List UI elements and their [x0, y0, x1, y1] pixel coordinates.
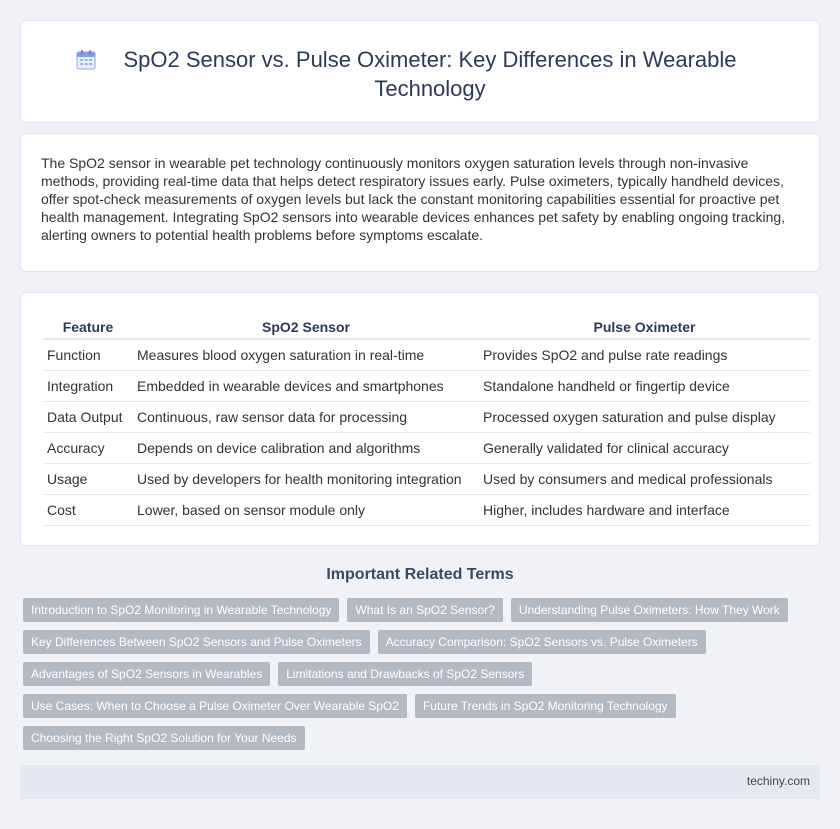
- title-wrap: [21, 45, 819, 103]
- intro-paragraph: The SpO2 sensor in wearable pet technology continuously monitors oxygen saturation levels through non-invasive methods, providing real-time data that helps detect respiratory issues early. Pulse oximeters, typically handheld devices, offer spot-check measurements of oxygen levels but lack the constant monitoring capabilities essential for proactive pet health management. Integrating SpO2 sensors into wearable devices enhances pet safety by enabling ongoing tracking, alerting owners to potential health problems before symptoms escalate.: [41, 155, 786, 243]
- related-term-link[interactable]: Advantages of SpO2 Sensors in Wearables: [23, 662, 270, 686]
- table-cell: Processed oxygen saturation and pulse display: [479, 401, 810, 432]
- table-header-row: [43, 315, 810, 339]
- related-term-link[interactable]: What Is an SpO2 Sensor?: [347, 598, 502, 622]
- related-term-link[interactable]: Accuracy Comparison: SpO2 Sensors vs. Pulse Oximeters: [378, 630, 706, 654]
- table-cell: Provides SpO2 and pulse rate readings: [479, 339, 810, 370]
- related-terms-list: [23, 598, 813, 750]
- table-cell: Cost: [43, 494, 133, 525]
- related-term-link[interactable]: Limitations and Drawbacks of SpO2 Sensors: [278, 662, 532, 686]
- column-header-pulse-oximeter: Pulse Oximeter: [479, 315, 810, 339]
- related-term-link[interactable]: Key Differences Between SpO2 Sensors and Pulse Oximeters: [23, 630, 370, 654]
- table-cell: Continuous, raw sensor data for processing: [133, 401, 479, 432]
- table-cell: Lower, based on sensor module only: [133, 494, 479, 525]
- related-term-link[interactable]: Future Trends in SpO2 Monitoring Technology: [415, 694, 676, 718]
- title-card: [20, 20, 820, 123]
- table-cell: Generally validated for clinical accuracy: [479, 432, 810, 463]
- footer: [20, 765, 820, 799]
- table-cell: Measures blood oxygen saturation in real-time: [133, 339, 479, 370]
- calendar-icon: [75, 49, 97, 71]
- table-row: [43, 494, 810, 525]
- table-row: [43, 339, 810, 370]
- table-cell: Accuracy: [43, 432, 133, 463]
- table-cell: Integration: [43, 370, 133, 401]
- table-row: [43, 463, 810, 494]
- footer-site-name: techiny.com: [746, 774, 810, 788]
- related-terms-heading: Important Related Terms: [326, 566, 514, 583]
- column-header-feature: Feature: [43, 315, 133, 339]
- table-cell: Depends on device calibration and algorithms: [133, 432, 479, 463]
- table-cell: Used by consumers and medical professionals: [479, 463, 810, 494]
- page-title: SpO2 Sensor vs. Pulse Oximeter: Key Differences in Wearable Technology: [123, 47, 737, 101]
- comparison-table-card: [20, 292, 820, 546]
- table-cell: Used by developers for health monitoring integration: [133, 463, 479, 494]
- table-row: [43, 401, 810, 432]
- table-cell: Usage: [43, 463, 133, 494]
- table-cell: Function: [43, 339, 133, 370]
- related-term-link[interactable]: Use Cases: When to Choose a Pulse Oximeter Over Wearable SpO2: [23, 694, 407, 718]
- table-row: [43, 370, 810, 401]
- related-term-link[interactable]: Introduction to SpO2 Monitoring in Wearable Technology: [23, 598, 339, 622]
- comparison-table: [43, 315, 810, 526]
- table-cell: Data Output: [43, 401, 133, 432]
- column-header-spo2-sensor: SpO2 Sensor: [133, 315, 479, 339]
- table-row: [43, 432, 810, 463]
- related-term-link[interactable]: Choosing the Right SpO2 Solution for Your Needs: [23, 726, 305, 750]
- table-cell: Embedded in wearable devices and smartphones: [133, 370, 479, 401]
- table-cell: Higher, includes hardware and interface: [479, 494, 810, 525]
- table-cell: Standalone handheld or fingertip device: [479, 370, 810, 401]
- intro-card: [20, 133, 820, 272]
- related-term-link[interactable]: Understanding Pulse Oximeters: How They Work: [511, 598, 788, 622]
